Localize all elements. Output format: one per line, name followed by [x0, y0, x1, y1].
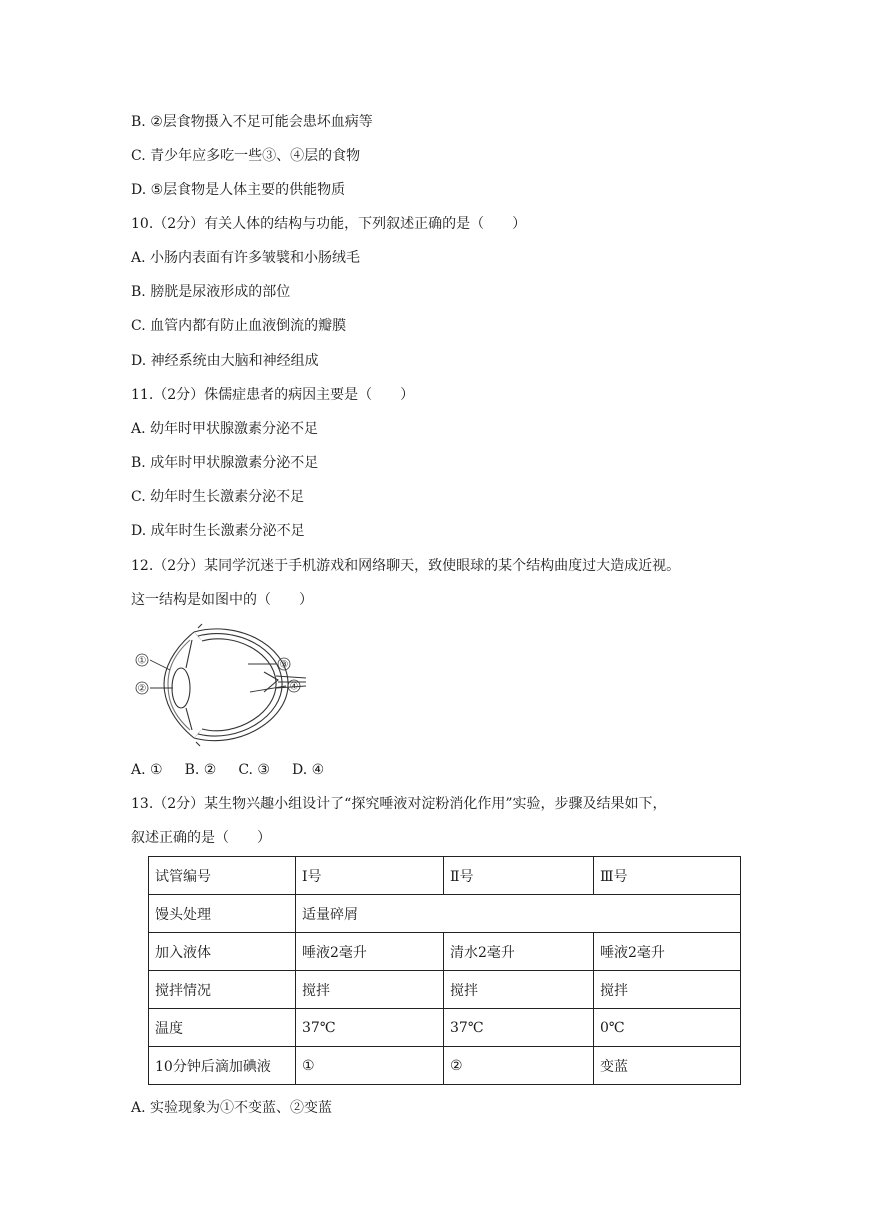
table-cell: 适量碎屑 [296, 895, 741, 933]
q12-options [131, 761, 346, 779]
q10-option-b: B. 膀胱是尿液形成的部位 [131, 284, 291, 300]
table-row [149, 857, 741, 895]
eye-label-3: ③ [279, 659, 289, 671]
experiment-table [148, 856, 741, 1085]
q11-option-d: D. 成年时生长激素分泌不足 [131, 523, 305, 539]
table-cell: 搅拌 [296, 971, 444, 1009]
table-cell: 馒头处理 [149, 895, 296, 933]
q12-option-c: C. ③ [238, 762, 270, 778]
q11-option-a: A. 幼年时甲状腺激素分泌不足 [131, 421, 319, 437]
eye-label-1: ① [137, 655, 147, 667]
table-row [149, 971, 741, 1009]
q11-stem: 11.（2分）侏儒症患者的病因主要是（ ） [131, 387, 415, 403]
q10-option-d: D. 神经系统由大脑和神经组成 [131, 353, 319, 369]
table-row [149, 1047, 741, 1085]
q10-option-a: A. 小肠内表面有许多皱襞和小肠绒毛 [131, 250, 361, 266]
table-row [149, 933, 741, 971]
table-cell: 变蓝 [594, 1047, 741, 1085]
q12-option-a: A. ① [131, 762, 163, 778]
q9-option-d: D. ⑤层食物是人体主要的供能物质 [131, 182, 346, 198]
eyeball-diagram [128, 622, 308, 748]
table-row [149, 895, 741, 933]
table-cell: Ⅱ号 [444, 857, 594, 895]
table-cell: ② [444, 1047, 594, 1085]
q12-stem-line2: 这一结构是如图中的（ ） [131, 592, 313, 608]
q10-stem: 10.（2分）有关人体的结构与功能，下列叙述正确的是（ ） [131, 216, 527, 232]
table-cell: 加入液体 [149, 933, 296, 971]
q9-option-c: C. 青少年应多吃一些③、④层的食物 [131, 148, 361, 164]
table-cell: 搅拌情况 [149, 971, 296, 1009]
table-cell: 温度 [149, 1009, 296, 1047]
q13-option-a: A. 实验现象为①不变蓝、②变蓝 [131, 1100, 333, 1116]
eye-label-2: ② [137, 683, 147, 695]
q9-option-b: B. ②层食物摄入不足可能会患坏血病等 [131, 114, 373, 130]
table-cell: 37℃ [444, 1009, 594, 1047]
table-cell: 搅拌 [444, 971, 594, 1009]
table-cell: Ⅰ号 [296, 857, 444, 895]
q12-option-b: B. ② [184, 762, 217, 778]
q12-stem-line1: 12.（2分）某同学沉迷于手机游戏和网络聊天，致使眼球的某个结构曲度过大造成近视。 [131, 558, 681, 574]
table-cell: 唾液2毫升 [594, 933, 741, 971]
table-cell: 试管编号 [149, 857, 296, 895]
q10-option-c: C. 血管内都有防止血液倒流的瓣膜 [131, 318, 347, 334]
q11-option-c: C. 幼年时生长激素分泌不足 [131, 489, 305, 505]
table-cell: 37℃ [296, 1009, 444, 1047]
table-row [149, 1009, 741, 1047]
table-cell: 搅拌 [594, 971, 741, 1009]
q13-stem-line1: 13.（2分）某生物兴趣小组设计了“探究唾液对淀粉消化作用”实验，步骤及结果如下， [131, 796, 667, 812]
q12-option-d: D. ④ [291, 762, 325, 778]
table-cell: 清水2毫升 [444, 933, 594, 971]
table-cell: 10分钟后滴加碘液 [149, 1047, 296, 1085]
table-cell: Ⅲ号 [594, 857, 741, 895]
q13-stem-line2: 叙述正确的是（ ） [131, 830, 271, 846]
table-cell: 0℃ [594, 1009, 741, 1047]
q11-option-b: B. 成年时甲状腺激素分泌不足 [131, 455, 319, 471]
table-cell: 唾液2毫升 [296, 933, 444, 971]
eye-label-4: ④ [289, 681, 299, 693]
table-cell: ① [296, 1047, 444, 1085]
